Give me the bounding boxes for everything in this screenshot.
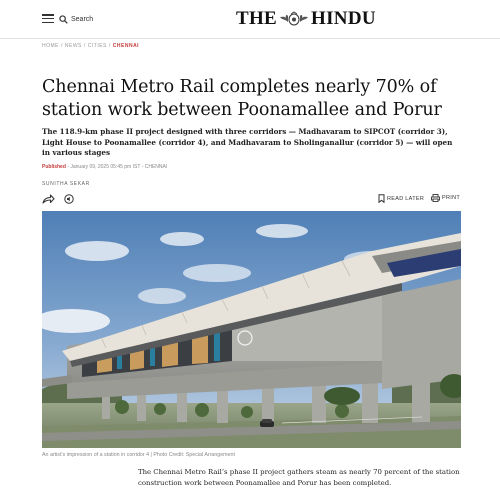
article-hero-image	[42, 211, 461, 448]
menu-icon[interactable]	[42, 14, 54, 23]
site-logo[interactable]	[236, 8, 376, 30]
logo-text-right: HINDU	[311, 8, 376, 29]
breadcrumb-cities[interactable]: CITIES	[87, 43, 107, 49]
metro-station-illustration	[42, 211, 461, 448]
search-label: Search	[71, 15, 94, 23]
article-title: Chennai Metro Rail completes nearly 70% of station work between Poonamallee and Porur	[42, 77, 442, 120]
site-header	[0, 0, 500, 39]
published-date: - January 09, 2025 05:45 pm IST - CHENNAI	[65, 164, 168, 170]
share-icon[interactable]	[42, 194, 55, 204]
article-body: The Chennai Metro Rail’s phase II project gathers steam as nearly 70 percent of the station construction work between Poonamallee and Porur has been completed.	[138, 468, 460, 487]
print-label: PRINT	[442, 195, 460, 201]
breadcrumb-news[interactable]: NEWS	[64, 43, 82, 49]
author-byline[interactable]: SUNITHA SEKAR	[42, 181, 90, 187]
article-summary: The 118.9-km phase II project designed with three corridors — Madhavaram to SIPCOT (corridor 3), Light House to Poonamallee (corridor 4), and Madhavaram to Sholinganallur (corridor 5) — will open in various stages	[42, 127, 453, 157]
breadcrumb-chennai[interactable]: CHENNAI	[112, 43, 140, 49]
read-later-label: READ LATER	[387, 195, 425, 202]
audio-icon[interactable]	[64, 194, 74, 204]
logo-text-left: THE	[236, 8, 278, 29]
article-meta	[42, 164, 167, 170]
logo-emblem-icon	[279, 11, 309, 27]
search-button[interactable]	[59, 12, 93, 26]
search-icon	[59, 15, 68, 24]
breadcrumb: HOME / NEWS / CITIES / CHENNAI	[42, 43, 140, 49]
image-caption: An artist’s impression of a station in corridor 4 | Photo Credit: Special Arrangement	[42, 452, 235, 458]
published-label: Published	[42, 164, 66, 170]
breadcrumb-home[interactable]: HOME	[42, 43, 59, 49]
bookmark-icon	[378, 194, 385, 203]
print-icon	[431, 194, 440, 202]
read-later-button[interactable]	[378, 194, 424, 203]
print-button[interactable]	[431, 194, 460, 202]
